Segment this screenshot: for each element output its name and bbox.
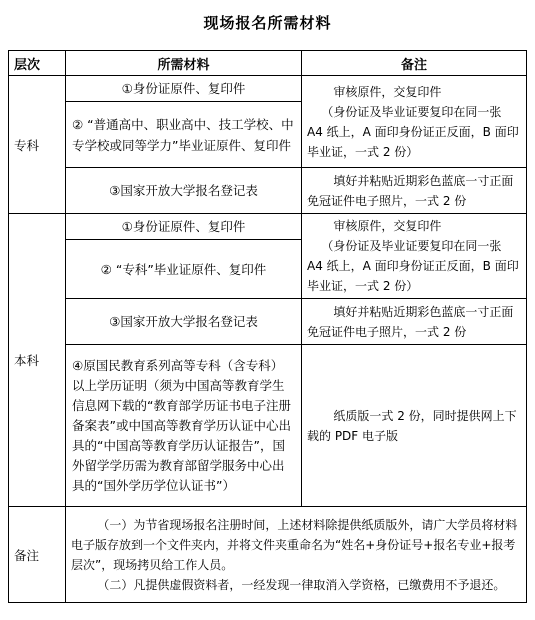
table-row bbox=[9, 345, 527, 507]
zhuanke-note-3 bbox=[302, 168, 527, 214]
header-materials: 所需材料 bbox=[66, 51, 302, 76]
page-title: 现场报名所需材料 bbox=[203, 14, 332, 32]
zhuanke-note-1 bbox=[302, 76, 527, 168]
benke-material-1: ①身份证原件、复印件 bbox=[66, 214, 302, 240]
remarks-p1: （一）为节省现场报名注册时间，上述材料除提供纸质版外，请广大学员将材料电子版存放到一个文件夹内，并将文件夹重命名为“姓名+身份证号+报名专业+报考层次”，现场拷贝给工作人员。 bbox=[71, 517, 518, 572]
zhuanke-note-1-b: （身份证及毕业证要复印在同一张 A4 纸上，A 面印身份证正反面，B 面印毕业证，一式 2 份） bbox=[307, 104, 519, 159]
benke-note-3 bbox=[302, 299, 527, 345]
remarks-cell bbox=[66, 507, 527, 603]
table-header-row bbox=[9, 51, 527, 76]
benke-note-4-text: 纸质版一式 2 份，同时提供网上下载的 PDF 电子版 bbox=[307, 408, 517, 443]
header-remarks: 备注 bbox=[302, 51, 527, 76]
benke-material-2: ② “专科”毕业证原件、复印件 bbox=[66, 240, 302, 299]
level-remarks: 备注 bbox=[9, 507, 66, 603]
header-level: 层次 bbox=[9, 51, 66, 76]
table-row bbox=[9, 76, 527, 102]
remarks-p2: （二）凡提供虚假资料者，一经发现一律取消入学资格，已缴费用不予退还。 bbox=[97, 577, 506, 592]
benke-note-1-b: （身份证及毕业证要复印在同一张 A4 纸上，A 面印身份证正反面，B 面印毕业证，一式 2 份） bbox=[307, 239, 519, 293]
zhuanke-material-1: ①身份证原件、复印件 bbox=[66, 76, 302, 102]
benke-note-1 bbox=[302, 214, 527, 299]
benke-note-3-text: 填好并粘贴近期彩色蓝底一寸正面免冠证件电子照片，一式 2 份 bbox=[307, 304, 514, 339]
table-row bbox=[9, 168, 527, 214]
zhuanke-note-1-a: 审核原件，交复印件 bbox=[333, 84, 442, 99]
level-benke: 本科 bbox=[9, 214, 66, 507]
level-zhuanke: 专科 bbox=[9, 76, 66, 214]
table-row bbox=[9, 507, 527, 603]
benke-material-4: ④原国民教育系列高等专科（含专科）以上学历证明（须为中国高等教育学生信息网下载的“教育部学历证书电子注册备案表”或中国高等教育学历认证中心出具的“中国高等教育学历认证报告”，国外留学学历需为教育部留学服务中心出具的“国外学历学位认证书”） bbox=[66, 345, 302, 507]
materials-table bbox=[8, 50, 527, 603]
table-row bbox=[9, 214, 527, 240]
zhuanke-material-2: ② “普通高中、职业高中、技工学校、中专学校或同等学力”毕业证原件、复印件 bbox=[66, 102, 302, 168]
benke-note-1-a: 审核原件，交复印件 bbox=[333, 219, 442, 233]
zhuanke-note-3-text: 填好并粘贴近期彩色蓝底一寸正面免冠证件电子照片，一式 2 份 bbox=[307, 173, 514, 208]
zhuanke-material-3: ③国家开放大学报名登记表 bbox=[66, 168, 302, 214]
benke-note-4 bbox=[302, 345, 527, 507]
table-row bbox=[9, 299, 527, 345]
benke-material-3: ③国家开放大学报名登记表 bbox=[66, 299, 302, 345]
